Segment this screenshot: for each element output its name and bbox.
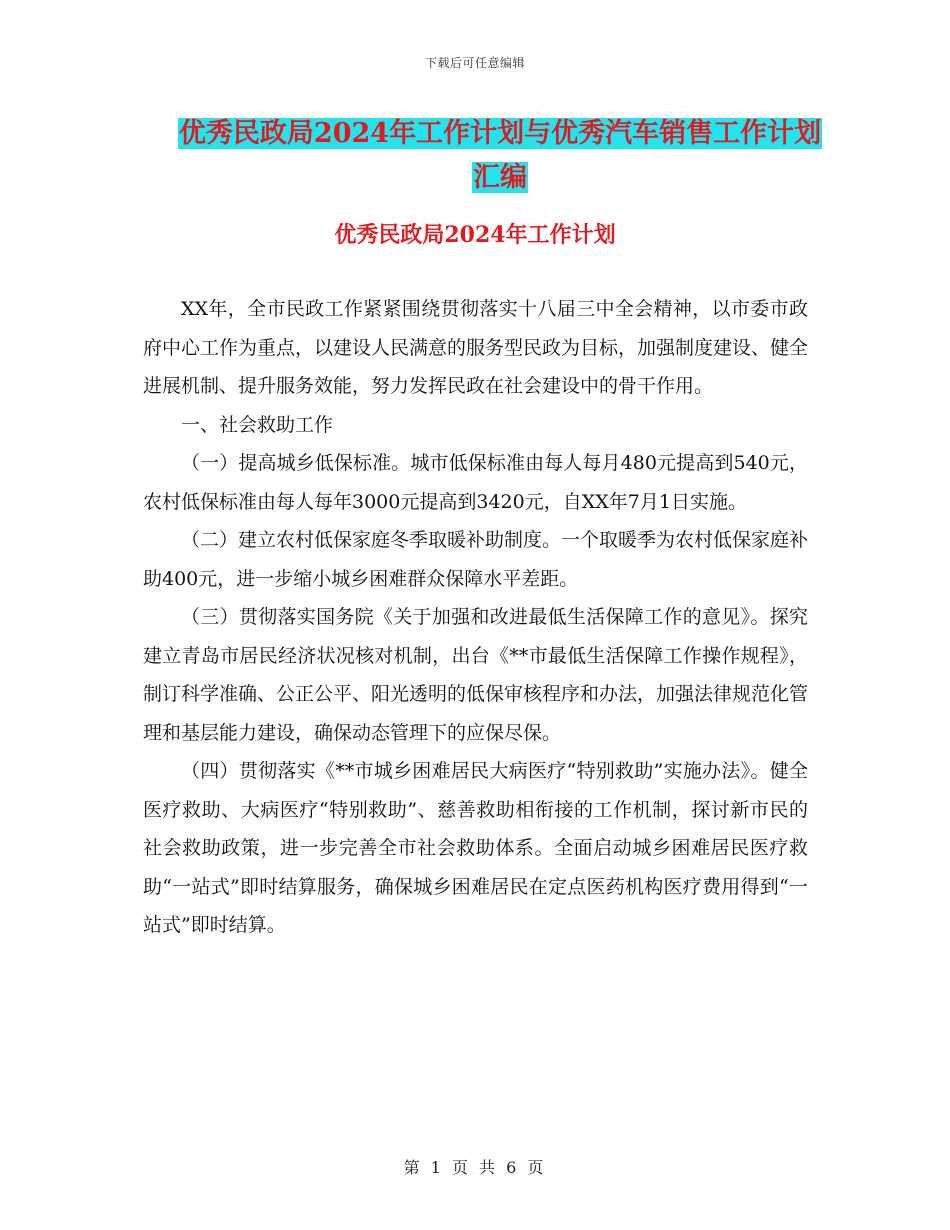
section-title: 优秀民政局2024年工作计划: [334, 222, 616, 248]
page-number: 第 1 页 共 6 页: [403, 1158, 547, 1177]
header-note: 下载后可任意编辑: [424, 56, 525, 70]
paragraph-intro: XX年，全市民政工作紧紧围绕贯彻落实十八届三中全会精神，以市委市政府中心工作为重点，以建设人民满意的服务型民政为目标，加强制度建设、健全进展机制、提升服务效能，努力发挥民政在社会建设中的骨干作用。: [143, 298, 809, 397]
paragraph-item-2: （二）建立农村低保家庭冬季取暖补助制度。一个取暖季为农村低保家庭补助400元，进一步缩小城乡困难群众保障水平差距。: [143, 529, 809, 590]
document-title: [140, 112, 860, 200]
paragraph-heading-social-assistance: 一、社会救助工作: [181, 413, 334, 436]
paragraph-item-1: （一）提高城乡低保标准。城市低保标准由每人每月480元提高到540元，农村低保标准由每人每年3000元提高到3420元，自XX年7月1日实施。: [143, 452, 808, 513]
document-title-line-1: 优秀民政局2024年工作计划与优秀汽车销售工作计划: [178, 118, 822, 149]
paragraph-item-4: （四）贯彻落实《**市城乡困难居民大病医疗“特别救助”实施办法》。健全医疗救助、大病医疗“特别救助”、慈善救助相衔接的工作机制，探讨新市民的社会救助政策，进一步完善全市社会救助体系。全面启动城乡困难居民医疗救助“一站式”即时结算服务，确保城乡困难居民在定点医药机构医疗费用得到“一站式”即时结算。: [143, 760, 808, 936]
document-title-line-2: 汇编: [473, 162, 527, 193]
body-text: [143, 290, 808, 945]
paragraph-item-3: （三）贯彻落实国务院《关于加强和改进最低生活保障工作的意见》。探究建立青岛市居民经济状况核对机制，出台《**市最低生活保障工作操作规程》，制订科学准确、公正公平、阳光透明的低保审核程序和办法，加强法律规范化管理和基层能力建设，确保动态管理下的应保尽保。: [143, 606, 809, 744]
